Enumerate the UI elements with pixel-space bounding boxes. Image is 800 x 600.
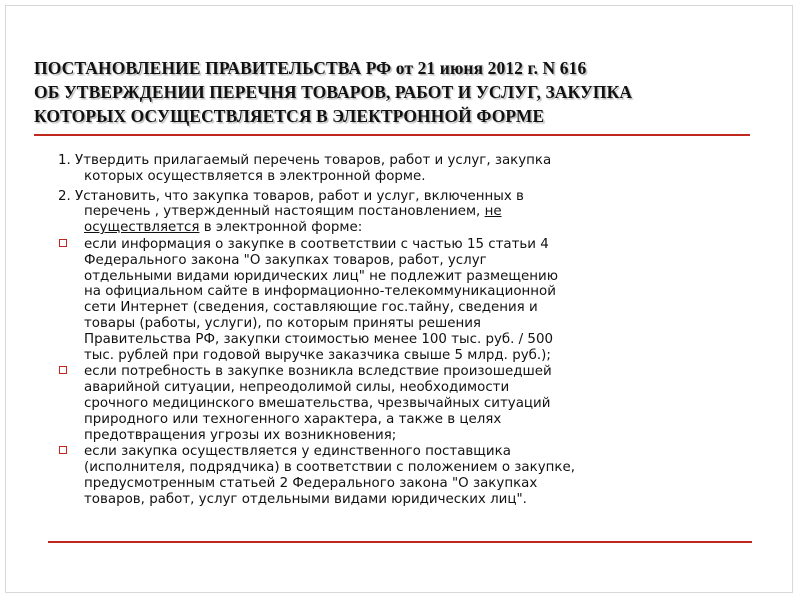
bullet-2-line: если потребность в закупке возникла вследствие произошедшей — [84, 364, 552, 380]
bullet-1-line: Правительства РФ, закупки стоимостью менее 100 тыс. руб. / 500 — [84, 331, 553, 347]
emphasis-not: не — [484, 204, 502, 220]
bullet-3-line: (исполнителя, подрядчика) в соответствии с положением о закупке, — [84, 460, 575, 476]
paragraph-2-line-2-text: перечень , утвержденный настоящим постановлением, — [84, 204, 485, 220]
title-line-2: ОБ УТВЕРЖДЕНИИ ПЕРЕЧНЯ ТОВАРОВ, РАБОТ И УСЛУГ, ЗАКУПКА — [34, 82, 633, 102]
bullet-1-line: сети Интернет (сведения, составляющие гос.тайну, сведения и — [84, 300, 538, 316]
square-outline-bullet-icon — [59, 366, 67, 374]
paragraph-1-line-2: которых осуществляется в электронной форме. — [84, 168, 426, 184]
title-line-1: ПОСТАНОВЛЕНИЕ ПРАВИТЕЛЬСТВА РФ от 21 июня 2012 г. N 616 — [34, 58, 587, 78]
bullet-1-line: на официальном сайте в информационно-телекоммуникационной — [84, 284, 556, 300]
bullet-2-line: аварийной ситуации, непреодолимой силы, необходимости — [84, 380, 510, 396]
bullet-1-line: если информация о закупке в соответствии с частью 15 статьи 4 — [84, 236, 549, 252]
paragraph-2 — [58, 189, 748, 236]
slide-content — [58, 153, 748, 509]
bullet-2-line: природного или техногенного характера, а также в целях — [84, 411, 502, 427]
bullet-1-line: тыс. рублей при годовой выручке заказчика свыше 5 млрд. руб.); — [84, 347, 551, 363]
paragraph-2-line-3 — [58, 220, 748, 236]
square-outline-bullet-icon — [59, 446, 67, 454]
bullet-3-line: предусмотренным статьей 2 Федерального закона "О закупках — [84, 475, 538, 491]
bullet-item — [58, 444, 748, 507]
bullet-1-line: Федерального закона "О закупках товаров, работ, услуг — [84, 252, 487, 268]
bullet-item — [58, 237, 748, 363]
bullet-3-line: товаров, работ, услуг отдельными видами юридических лиц". — [84, 491, 527, 507]
paragraph-1 — [58, 153, 748, 185]
paragraph-2-line-1: 2. Установить, что закупка товаров, работ и услуг, включенных в — [58, 188, 524, 204]
bullet-1-line: товары (работы, услуги), по которым приняты решения — [84, 315, 481, 331]
bullet-3-line: если закупка осуществляется у единственного поставщика — [84, 444, 511, 460]
paragraph-2-line-2 — [58, 204, 748, 220]
bullet-2-line: предотвращения угрозы их возникновения; — [84, 427, 397, 443]
bullet-item — [58, 364, 748, 443]
title-divider — [34, 134, 750, 136]
bullet-2-line: срочного медицинского вмешательства, чрезвычайных ситуаций — [84, 395, 551, 411]
title-line-3: КОТОРЫХ ОСУЩЕСТВЛЯЕТСЯ В ЭЛЕКТРОННОЙ ФОРМЕ — [34, 106, 545, 126]
emphasis-not-performed: осуществляется — [84, 220, 200, 236]
paragraph-2-line-3-text: в электронной форме: — [199, 220, 363, 236]
slide-title — [34, 56, 774, 128]
bottom-divider — [48, 541, 752, 543]
bullet-1-line: отдельными видами юридических лиц" не подлежит размещению — [84, 268, 558, 284]
paragraph-1-line-1: 1. Утвердить прилагаемый перечень товаров, работ и услуг, закупка — [58, 153, 552, 168]
square-outline-bullet-icon — [59, 239, 67, 247]
